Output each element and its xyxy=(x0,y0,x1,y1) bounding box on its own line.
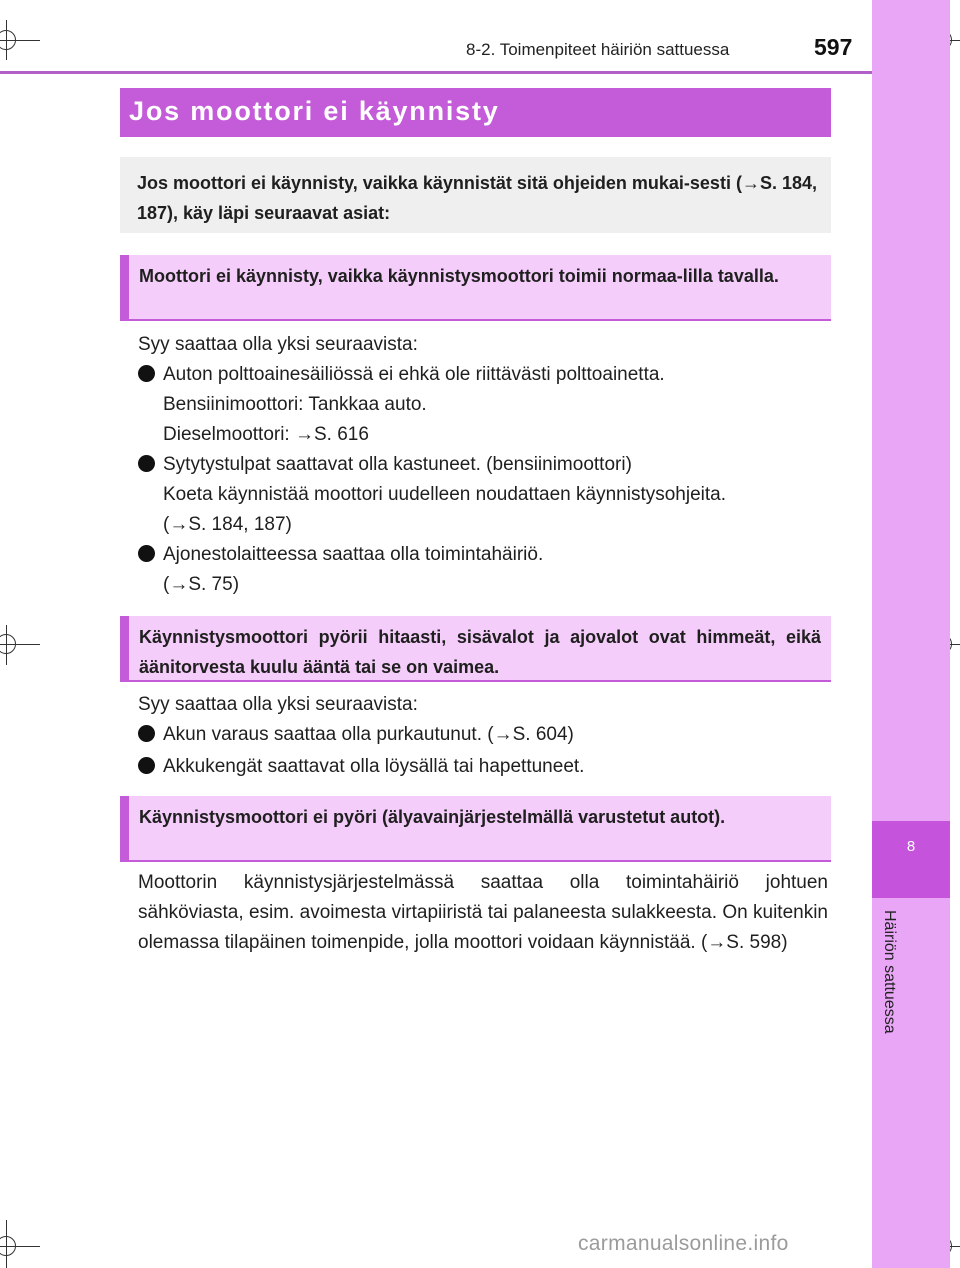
footer-watermark: carmanualsonline.info xyxy=(578,1232,789,1255)
bullet-detail: Koeta käynnistää moottori uudelleen noudattaen käynnistysohjeita. xyxy=(163,484,726,505)
subheading-engine-not-starting: Moottori ei käynnisty, vaikka käynnistysmoottori toimii normaa-lilla tavalla. xyxy=(120,255,831,321)
bullet-text: Akun varaus saattaa olla purkautunut. (→S. 604) xyxy=(163,724,574,745)
block-2-lead: Syy saattaa olla yksi seuraavista: xyxy=(138,694,418,715)
bullet-detail: (→S. 75) xyxy=(163,574,240,595)
running-header: 8-2. Toimenpiteet häiriön sattuessa xyxy=(466,40,730,59)
bullet-text: Akkukengät saattavat olla löysällä tai hapettuneet. xyxy=(163,756,585,777)
chapter-number: 8 xyxy=(906,838,916,855)
subheading-starter-not-turning: Käynnistysmoottori ei pyöri (älyavainjärjestelmällä varustetut autot). xyxy=(120,796,831,862)
crop-mark-bottom-left xyxy=(0,1210,40,1268)
bullet-detail: Dieselmoottori: →S. 616 xyxy=(163,424,369,445)
crop-mark-mid-left xyxy=(0,625,40,665)
bullet-icon xyxy=(138,545,155,562)
subheading-starter-slow: Käynnistysmoottori pyörii hitaasti, sisävalot ja ajovalot ovat himmeät, eikä äänitorvesta kuulu ääntä tai se on vaimea. xyxy=(120,616,831,682)
intro-box: Jos moottori ei käynnisty, vaikka käynnistät sitä ohjeiden mukai-sesti (→S. 184, 187), käy läpi seuraavat asiat: xyxy=(120,157,831,233)
list-item xyxy=(138,720,828,750)
chapter-label: Häiriön sattuessa xyxy=(881,910,898,1034)
list-item xyxy=(138,360,828,450)
page-number: 597 xyxy=(814,34,853,60)
section-title: Jos moottori ei käynnisty xyxy=(120,88,831,137)
bullet-text: Sytytystulpat saattavat olla kastuneet. (bensiinimoottori) xyxy=(163,454,632,475)
bullet-icon xyxy=(138,365,155,382)
bullet-detail: (→S. 184, 187) xyxy=(163,514,292,535)
crop-mark-top-left xyxy=(0,0,40,60)
header-rule xyxy=(0,71,872,74)
bullet-icon xyxy=(138,757,155,774)
list-item xyxy=(138,752,828,782)
list-item xyxy=(138,450,828,540)
bullet-detail: Bensiinimoottori: Tankkaa auto. xyxy=(163,394,427,415)
block-3-body: Moottorin käynnistysjärjestelmässä saattaa olla toimintahäiriö johtuen sähköviasta, esim. avoimesta virtapiiristä tai palaneesta sulakkeesta. On kuitenkin olemassa tilapäinen toimenpide, jolla moottori voidaan käynnistää. (→S. 598) xyxy=(138,872,828,953)
bullet-text: Ajonestolaitteessa saattaa olla toimintahäiriö. xyxy=(163,544,544,565)
list-item xyxy=(138,540,828,600)
block-1-lead: Syy saattaa olla yksi seuraavista: xyxy=(138,334,418,355)
bullet-text: Auton polttoainesäiliössä ei ehkä ole riittävästi polttoainetta. xyxy=(163,364,665,385)
bullet-icon xyxy=(138,455,155,472)
chapter-side-tab xyxy=(872,0,950,1268)
chapter-number-tab xyxy=(872,821,950,898)
bullet-icon xyxy=(138,725,155,742)
